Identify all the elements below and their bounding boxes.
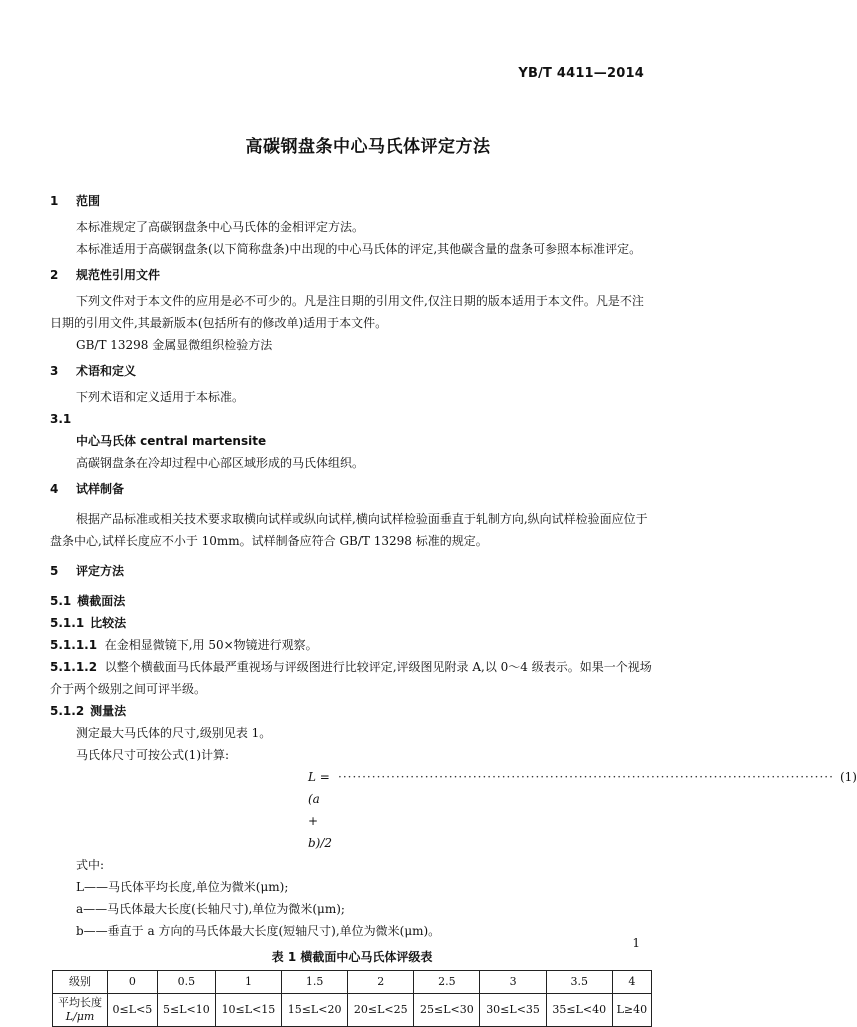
- document-body: [50, 190, 857, 1027]
- range-cell: 15≤L<20: [282, 994, 348, 1027]
- section-title: 测量法: [90, 704, 127, 718]
- page-number: 1: [632, 936, 640, 950]
- section-title: 术语和定义: [76, 364, 137, 378]
- paragraph: 下列文件对于本文件的应用是必不可少的。凡是注日期的引用文件,仅注日期的版本适用于本文件。凡是不注日期的引用文件,其最新版本(包括所有的修改单)适用于本文件。: [50, 294, 644, 330]
- formula: L = (a + b)/2: [308, 770, 333, 850]
- section-number: 5.1: [50, 594, 72, 608]
- variable-definition: b——垂直于 a 方向的马氏体最大长度(短轴尺寸),单位为微米(μm)。: [76, 924, 441, 938]
- grade-cell: 4: [612, 971, 651, 994]
- clause-text: 以整个横截面马氏体最严重视场与评级图进行比较评定,评级图见附录 A,以 0～4 级表示。如果一个视场介于两个级别之间可评半级。: [50, 660, 652, 696]
- equation-number: (1): [839, 770, 857, 784]
- grading-table: [52, 970, 652, 1027]
- table-caption: 表 1 横截面中心马氏体评级表: [271, 950, 433, 964]
- leader-dots: ·······································································································: [338, 770, 834, 784]
- paragraph: 马氏体尺寸可按公式(1)计算:: [76, 748, 230, 762]
- clause-5-1-1-1: [50, 634, 654, 656]
- subsection-5-1-heading: [50, 590, 654, 612]
- section-number: 3: [50, 364, 59, 378]
- range-cell: L≥40: [612, 994, 651, 1027]
- section-title: 横截面法: [77, 594, 126, 608]
- section-title: 比较法: [90, 616, 127, 630]
- paragraph: 本标准适用于高碳钢盘条(以下简称盘条)中出现的中心马氏体的评定,其他碳含量的盘条可参照本标准评定。: [76, 242, 642, 256]
- term-entry: 中心马氏体 central martensite: [76, 434, 267, 448]
- subsection-5-1-1-heading: [50, 612, 654, 634]
- row-header: [53, 994, 108, 1027]
- range-cell: 0≤L<5: [108, 994, 158, 1027]
- clause-number: 5.1.1.1: [50, 638, 98, 652]
- section-4-heading: [50, 478, 654, 500]
- row-header: 级别: [53, 971, 108, 994]
- clause-text: 在金相显微镜下,用 50×物镜进行观察。: [104, 638, 318, 652]
- row-header-line: 平均长度: [58, 996, 102, 1009]
- section-number: 1: [50, 194, 59, 208]
- section-1-heading: [50, 190, 654, 212]
- range-cell: 5≤L<10: [157, 994, 215, 1027]
- section-3-heading: [50, 360, 654, 382]
- clause-number: 5.1.1.2: [50, 660, 98, 674]
- where-label: 式中:: [76, 858, 105, 872]
- standard-code: YB/T 4411—2014: [518, 66, 644, 81]
- section-title: 试样制备: [76, 482, 125, 496]
- section-number: 5.1.1: [50, 616, 85, 630]
- section-number: 5: [50, 564, 59, 578]
- grade-cell: 3: [480, 971, 546, 994]
- paragraph: 测定最大马氏体的尺寸,级别见表 1。: [76, 726, 272, 740]
- grade-cell: 2: [348, 971, 414, 994]
- subsection-number: 3.1: [50, 412, 72, 426]
- term-definition: 高碳钢盘条在冷却过程中心部区域形成的马氏体组织。: [76, 456, 365, 470]
- grade-cell: 1: [215, 971, 281, 994]
- range-cell: 30≤L<35: [480, 994, 546, 1027]
- paragraph: 根据产品标准或相关技术要求取横向试样或纵向试样,横向试样检验面垂直于轧制方向,纵向试样检验面应位于盘条中心,试样长度应不小于 10mm。试样制备应符合 GB/T 13298 标准的规定。: [50, 512, 648, 548]
- paragraph: 下列术语和定义适用于本标准。: [76, 390, 245, 404]
- section-number: 4: [50, 482, 59, 496]
- section-number: 2: [50, 268, 59, 282]
- range-cell: 10≤L<15: [215, 994, 281, 1027]
- row-header-line: L/μm: [65, 1010, 95, 1023]
- subsection-5-1-2-heading: [50, 700, 654, 722]
- paragraph: 本标准规定了高碳钢盘条中心马氏体的金相评定方法。: [76, 220, 365, 234]
- normative-reference: GB/T 13298 金属显微组织检验方法: [76, 338, 273, 352]
- grade-cell: 0.5: [157, 971, 215, 994]
- grade-cell: 2.5: [414, 971, 480, 994]
- section-2-heading: [50, 264, 654, 286]
- table-row: [53, 994, 652, 1027]
- section-number: 5.1.2: [50, 704, 85, 718]
- section-title: 评定方法: [76, 564, 125, 578]
- variable-definition: a——马氏体最大长度(长轴尺寸),单位为微米(μm);: [76, 902, 345, 916]
- formula-line: [50, 766, 857, 854]
- table-row: [53, 971, 652, 994]
- section-title: 范围: [76, 194, 101, 208]
- grade-cell: 3.5: [546, 971, 612, 994]
- range-cell: 35≤L<40: [546, 994, 612, 1027]
- section-title: 规范性引用文件: [76, 268, 161, 282]
- grade-cell: 1.5: [282, 971, 348, 994]
- variable-definition: L——马氏体平均长度,单位为微米(μm);: [76, 880, 289, 894]
- clause-5-1-1-2: [50, 656, 654, 700]
- section-5-heading: [50, 560, 654, 582]
- grade-cell: 0: [108, 971, 158, 994]
- range-cell: 20≤L<25: [348, 994, 414, 1027]
- document-title: 高碳钢盘条中心马氏体评定方法: [245, 137, 491, 157]
- range-cell: 25≤L<30: [414, 994, 480, 1027]
